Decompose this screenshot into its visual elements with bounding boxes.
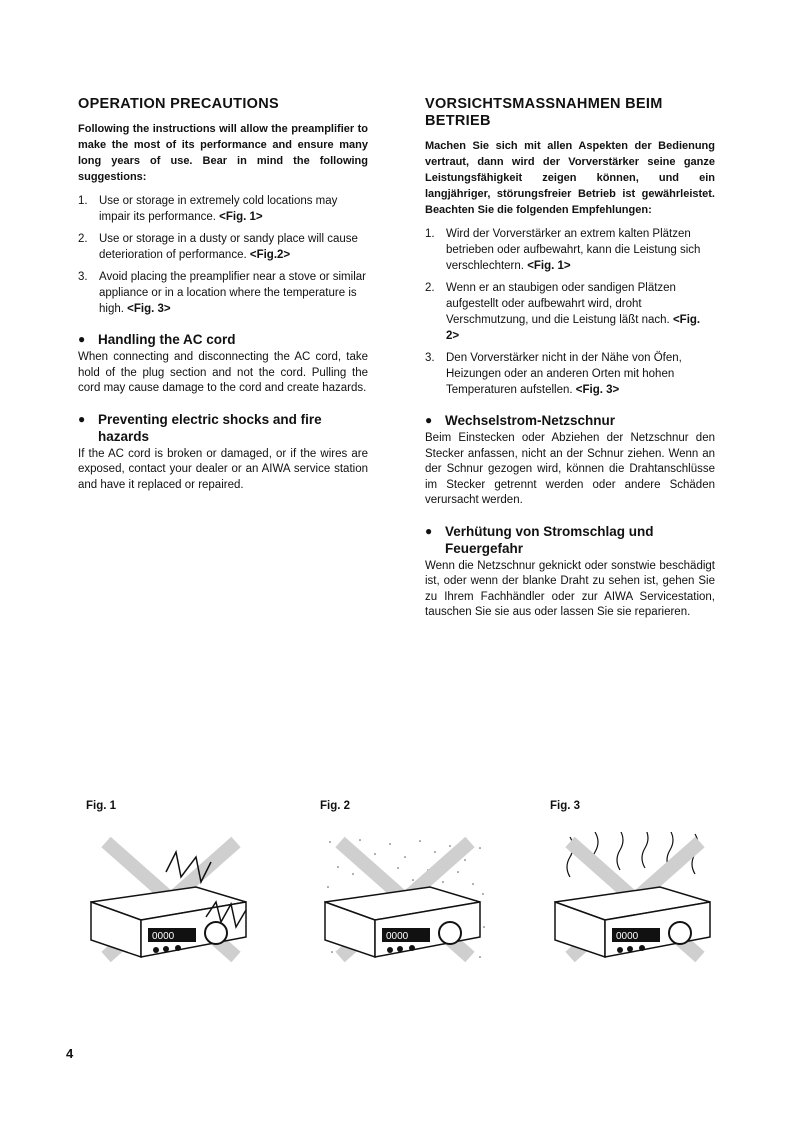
- german-intro: Machen Sie sich mit allen Aspekten der Bedienung vertraut, dann wird der Vorverstärker seine ganze Leistungsfähigkeit zeigen können, und ein langjähriger, störungsfreier Betrieb ist gewährleistet. Beachten Sie die folgenden Empfehlungen:: [425, 140, 715, 216]
- figure-3: [550, 800, 720, 972]
- section-body-netzschnur: Beim Einstecken oder Abziehen der Netzschnur den Stecker anfassen, nicht an der Schnur ziehen. Wenn an der Schnur gezogen wird, können die Drahtanschlüsse im Stecker getrennt werden oder andere Schäden verursacht werden.: [425, 432, 715, 506]
- section-heading-netzschnur: ● Wechselstrom-Netzschnur: [425, 413, 616, 428]
- figure-reference: <Fig.2>: [249, 249, 291, 261]
- bullet-icon: ●: [78, 332, 86, 346]
- figure-label: Fig. 2: [320, 800, 351, 812]
- english-intro: Following the instructions will allow the preamplifier to make the most of its performance and ensure many long years of use. Bear in mind the following suggestions:: [78, 123, 368, 183]
- item-number: 3.: [425, 352, 435, 364]
- bullet-icon: ●: [78, 411, 86, 426]
- figure-label: Fig. 1: [86, 800, 117, 812]
- item-text: Use or storage in a dusty or sandy place will cause deterioration of performance.: [99, 233, 358, 261]
- item-text: Wird der Vorverstärker an extrem kalten Plätzen betrieben oder aufbewahrt, kann die Leistung sich verschlechtern.: [446, 228, 701, 272]
- item-number: 3.: [78, 271, 88, 283]
- item-text: Use or storage in extremely cold locations may impair its performance.: [99, 195, 338, 223]
- list-item: [425, 350, 715, 398]
- item-text: Den Vorverstärker nicht in der Nähe von Öfen, Heizungen oder an anderen Orten mit hohen Temperaturen aufstellen.: [446, 352, 682, 396]
- list-item: [78, 269, 368, 317]
- list-item: [425, 280, 715, 344]
- item-text: Avoid placing the preamplifier near a stove or similar appliance or in a location where the temperature is high.: [99, 271, 366, 315]
- item-number: 1.: [425, 228, 435, 240]
- german-column: [425, 96, 715, 621]
- figure-1: [86, 800, 256, 972]
- list-item: [425, 226, 715, 274]
- figure-reference: <Fig. 3>: [127, 303, 171, 315]
- item-number: 2.: [78, 233, 88, 245]
- figure-reference: <Fig. 1>: [219, 211, 263, 223]
- figure-2: [320, 800, 490, 972]
- svg-text:0000: 0000: [616, 931, 639, 942]
- preamplifier-dust-illustration: [320, 832, 490, 967]
- figure-label: Fig. 3: [550, 800, 581, 812]
- english-column: [78, 96, 368, 493]
- figure-reference: <Fig. 2>: [446, 314, 701, 342]
- svg-text:0000: 0000: [386, 931, 409, 942]
- list-item: [78, 193, 368, 225]
- section-body-shock-fire: If the AC cord is broken or damaged, or if the wires are exposed, contact your dealer or an AIWA service station and have it replaced or repaired.: [78, 447, 368, 491]
- preamplifier-cold-illustration: [86, 832, 256, 967]
- section-heading-stromschlag: ● Verhütung von Stromschlag und Feuergefahr: [425, 523, 654, 556]
- preamplifier-heat-illustration: [550, 832, 720, 967]
- item-number: 2.: [425, 282, 435, 294]
- figure-reference: <Fig. 3>: [575, 384, 620, 396]
- list-item: [78, 231, 368, 263]
- bullet-icon: ●: [425, 523, 433, 538]
- page-number: 4: [66, 1046, 74, 1061]
- item-number: 1.: [78, 195, 88, 207]
- german-heading: VORSICHTSMASSNAHMEN BEIM BETRIEB: [425, 96, 663, 129]
- figure-reference: <Fig. 1>: [527, 260, 571, 272]
- section-heading-shock-fire: ● Preventing electric shocks and fire hazards: [78, 411, 322, 444]
- german-precaution-list: [425, 226, 715, 398]
- english-precaution-list: [78, 193, 368, 317]
- item-text: Wenn er an staubigen oder sandigen Plätzen aufgestellt oder aufbewahrt wird, droht Verschmutzung, und die Leistung läßt nach.: [446, 282, 676, 326]
- section-heading-ac-cord: ● Handling the AC cord: [78, 332, 236, 347]
- section-body-stromschlag: Wenn die Netzschnur geknickt oder sonstwie beschädigt ist, oder wenn der blanke Draht zu sehen ist, gehen Sie zu Ihrem Fachhändler oder zur AIWA Servicestation, tauschen Sie sie aus oder lassen Sie sie reparieren.: [425, 559, 715, 618]
- english-heading: OPERATION PRECAUTIONS: [78, 96, 279, 112]
- svg-text:0000: 0000: [152, 931, 175, 942]
- section-body-ac-cord: When connecting and disconnecting the AC cord, take hold of the plug section and not the cord. Pulling the cord may cause damage to the cord and create hazards.: [78, 351, 368, 394]
- bullet-icon: ●: [425, 413, 433, 427]
